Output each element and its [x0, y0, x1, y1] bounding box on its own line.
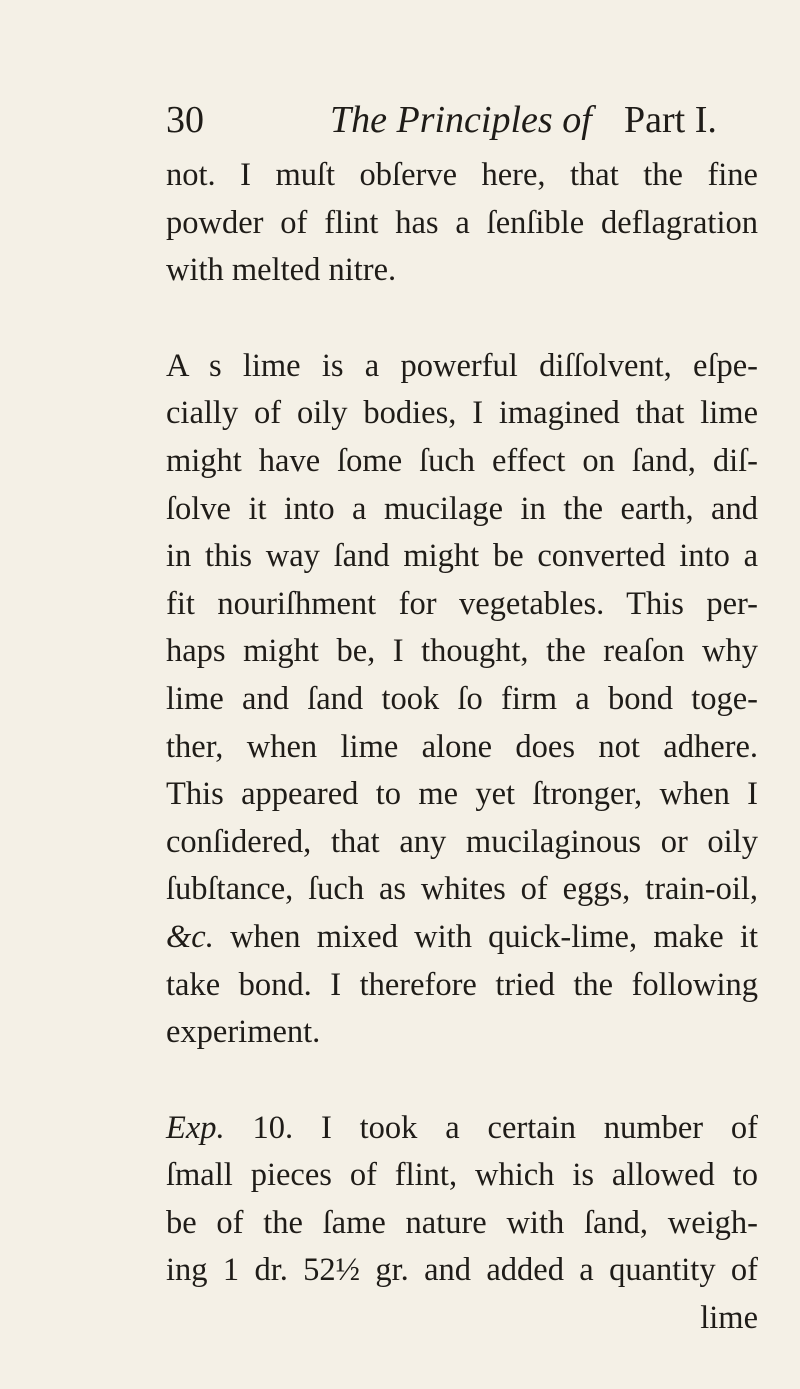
text-line: take bond. I therefore tried the following: [166, 966, 758, 1003]
text-line: lime and ſand took ſo firm a bond toge-: [166, 680, 758, 717]
text-line-rest: 10. I took a certain number of: [224, 1109, 758, 1146]
text-line: ther, when lime alone does not adhere.: [166, 728, 758, 765]
text-line: in this way ſand might be converted into a: [166, 538, 758, 575]
text-line: A s lime is a powerful diſſolvent, eſpe-: [166, 347, 758, 384]
text-line: [166, 914, 758, 962]
text-line: might have ſome ſuch effect on ſand, diſ-: [166, 442, 758, 479]
experiment-label: Exp.: [166, 1109, 225, 1146]
running-title: The Principles of: [330, 99, 592, 141]
text-line: This appeared to me yet ſtronger, when I: [166, 776, 758, 813]
part-label: Part I.: [624, 99, 717, 141]
etc-abbreviation: &c.: [166, 918, 214, 955]
text-line: experiment.: [166, 1014, 321, 1051]
body-text: [166, 152, 758, 1343]
text-line: with melted nitre.: [166, 252, 397, 289]
text-line: haps might be, I thought, the reaſon why: [166, 633, 758, 670]
text-line: [166, 1105, 758, 1153]
text-line: conſidered, that any mucilaginous or oily: [166, 823, 758, 860]
text-line: be of the ſame nature with ſand, weigh-: [166, 1204, 758, 1241]
paragraph-gap: [166, 295, 758, 343]
page-number: 30: [166, 99, 204, 141]
text-line: ſubſtance, ſuch as whites of eggs, train-oil,: [166, 871, 758, 908]
text-line: not. I muſt obſerve here, that the fine: [166, 157, 758, 193]
text-line: fit nouriſhment for vegetables. This per-: [166, 585, 758, 622]
text-line: powder of flint has a ſenſible deflagration: [166, 204, 758, 241]
catchword: lime: [700, 1300, 758, 1337]
text-line: ſolve it into a mucilage in the earth, and: [166, 490, 758, 527]
paragraph-gap: [166, 1057, 758, 1105]
text-line: ing 1 dr. 52½ gr. and added a quantity of: [166, 1252, 758, 1289]
running-header: [0, 98, 800, 148]
text-line: ſmall pieces of flint, which is allowed to: [166, 1157, 758, 1194]
text-line-rest: when mixed with quick-lime, make it: [230, 918, 759, 955]
text-line: cially of oily bodies, I imagined that lime: [166, 395, 758, 432]
